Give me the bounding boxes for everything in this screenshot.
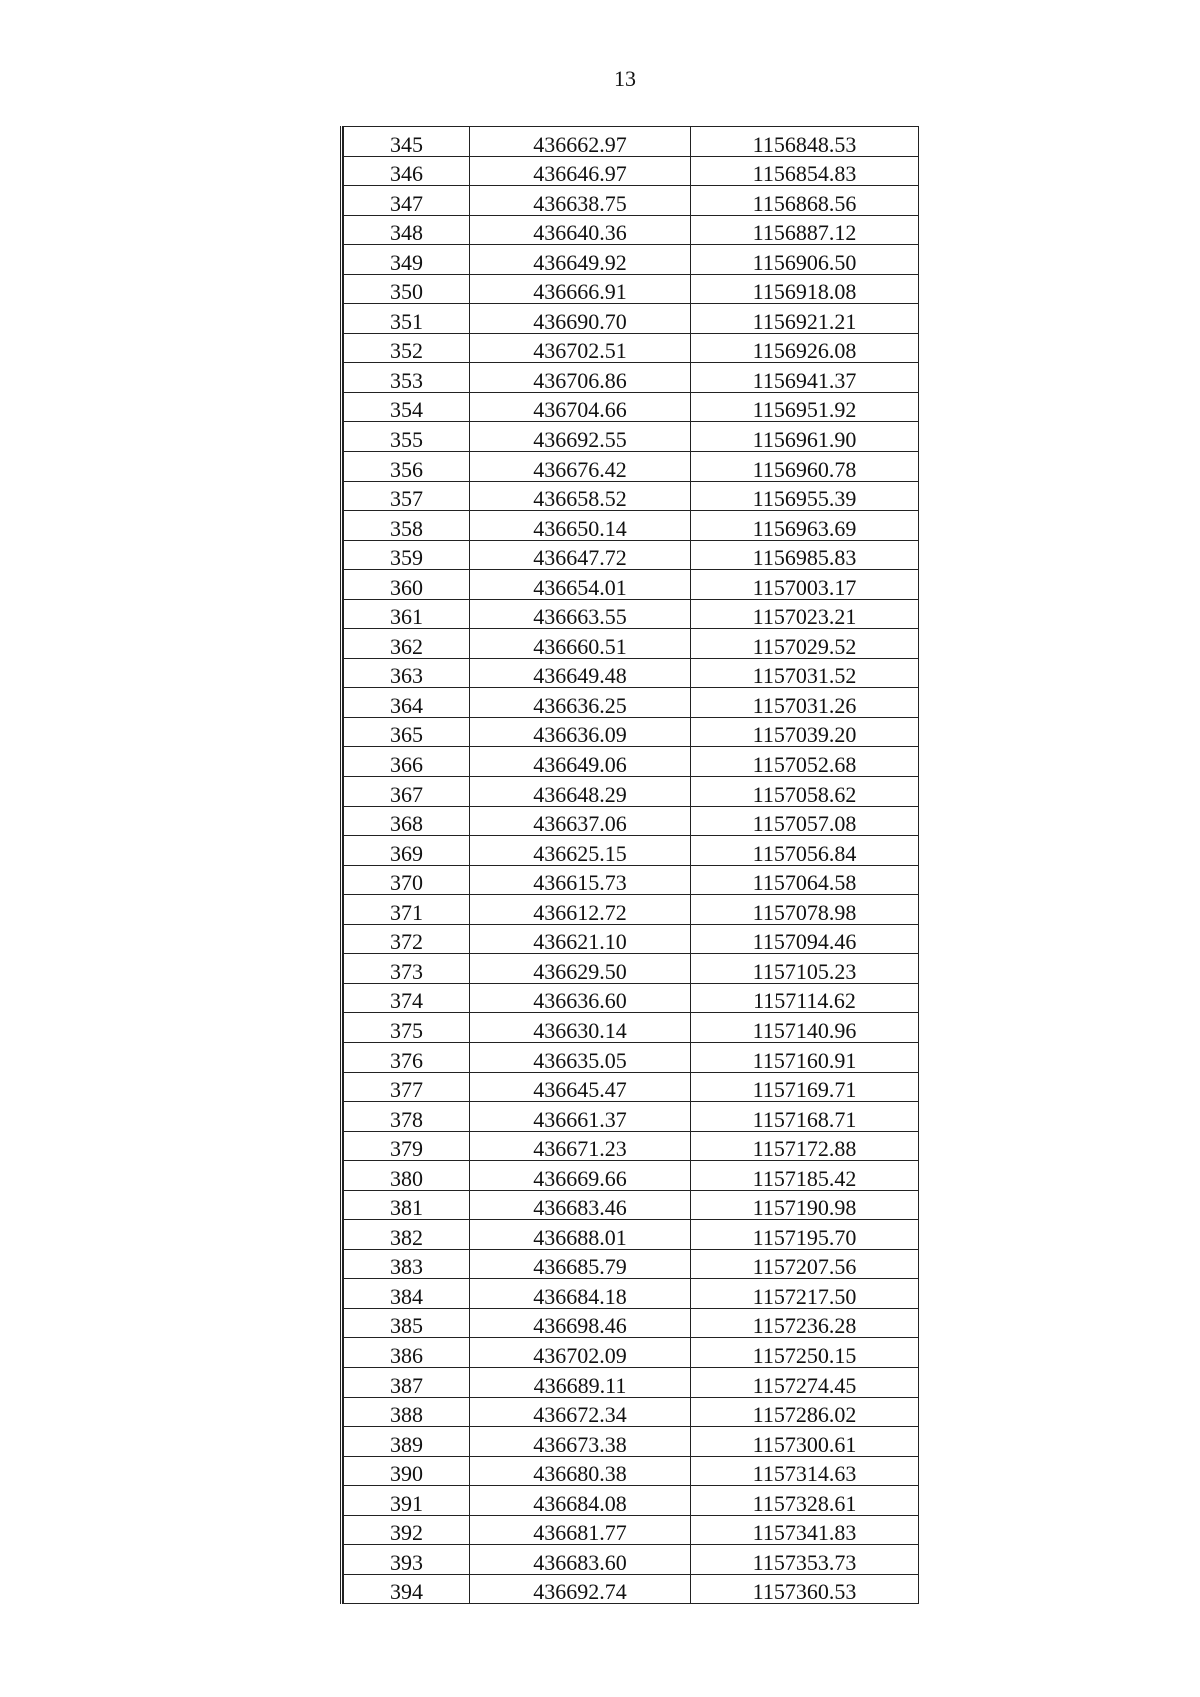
x-coordinate-cell: 436683.60 xyxy=(470,1545,691,1575)
point-number-cell: 365 xyxy=(344,717,470,747)
y-coordinate-cell: 1157360.53 xyxy=(691,1574,919,1604)
point-number-cell: 372 xyxy=(344,924,470,954)
y-coordinate-cell: 1156906.50 xyxy=(691,245,919,275)
x-coordinate-cell: 436702.09 xyxy=(470,1338,691,1368)
y-coordinate-cell: 1157003.17 xyxy=(691,570,919,600)
y-coordinate-cell: 1156951.92 xyxy=(691,392,919,422)
point-number-cell: 371 xyxy=(344,895,470,925)
x-coordinate-cell: 436692.55 xyxy=(470,422,691,452)
table-row xyxy=(344,363,919,393)
x-coordinate-cell: 436688.01 xyxy=(470,1220,691,1250)
point-number-cell: 381 xyxy=(344,1190,470,1220)
table-row xyxy=(344,658,919,688)
y-coordinate-cell: 1157236.28 xyxy=(691,1308,919,1338)
table-row xyxy=(344,511,919,541)
y-coordinate-cell: 1157286.02 xyxy=(691,1397,919,1427)
point-number-cell: 352 xyxy=(344,333,470,363)
point-number-cell: 385 xyxy=(344,1308,470,1338)
point-number-cell: 369 xyxy=(344,836,470,866)
x-coordinate-cell: 436648.29 xyxy=(470,777,691,807)
x-coordinate-cell: 436666.91 xyxy=(470,274,691,304)
y-coordinate-cell: 1157207.56 xyxy=(691,1249,919,1279)
point-number-cell: 386 xyxy=(344,1338,470,1368)
table-row xyxy=(344,1013,919,1043)
table-row xyxy=(344,392,919,422)
point-number-cell: 349 xyxy=(344,245,470,275)
table-row xyxy=(344,1397,919,1427)
x-coordinate-cell: 436636.60 xyxy=(470,983,691,1013)
point-number-cell: 387 xyxy=(344,1367,470,1397)
point-number-cell: 359 xyxy=(344,540,470,570)
y-coordinate-cell: 1156918.08 xyxy=(691,274,919,304)
table-row xyxy=(344,156,919,186)
point-number-cell: 355 xyxy=(344,422,470,452)
y-coordinate-cell: 1157190.98 xyxy=(691,1190,919,1220)
point-number-cell: 361 xyxy=(344,599,470,629)
y-coordinate-cell: 1157172.88 xyxy=(691,1131,919,1161)
table-row xyxy=(344,127,919,157)
table-row xyxy=(344,1545,919,1575)
table-row xyxy=(344,1308,919,1338)
point-number-cell: 383 xyxy=(344,1249,470,1279)
point-number-cell: 374 xyxy=(344,983,470,1013)
table-row xyxy=(344,1338,919,1368)
x-coordinate-cell: 436704.66 xyxy=(470,392,691,422)
x-coordinate-cell: 436612.72 xyxy=(470,895,691,925)
x-coordinate-cell: 436646.97 xyxy=(470,156,691,186)
point-number-cell: 368 xyxy=(344,806,470,836)
x-coordinate-cell: 436684.08 xyxy=(470,1486,691,1516)
y-coordinate-cell: 1157094.46 xyxy=(691,924,919,954)
x-coordinate-cell: 436672.34 xyxy=(470,1397,691,1427)
y-coordinate-cell: 1157058.62 xyxy=(691,777,919,807)
table-row xyxy=(344,924,919,954)
table-row xyxy=(344,836,919,866)
x-coordinate-cell: 436683.46 xyxy=(470,1190,691,1220)
x-coordinate-cell: 436636.25 xyxy=(470,688,691,718)
table-row xyxy=(344,629,919,659)
y-coordinate-cell: 1157029.52 xyxy=(691,629,919,659)
y-coordinate-cell: 1157114.62 xyxy=(691,983,919,1013)
table-row xyxy=(344,1515,919,1545)
point-number-cell: 384 xyxy=(344,1279,470,1309)
point-number-cell: 350 xyxy=(344,274,470,304)
x-coordinate-cell: 436649.92 xyxy=(470,245,691,275)
point-number-cell: 378 xyxy=(344,1102,470,1132)
point-number-cell: 377 xyxy=(344,1072,470,1102)
point-number-cell: 348 xyxy=(344,215,470,245)
y-coordinate-cell: 1157064.58 xyxy=(691,865,919,895)
point-number-cell: 356 xyxy=(344,452,470,482)
table-row xyxy=(344,806,919,836)
table-row xyxy=(344,1220,919,1250)
table-row xyxy=(344,1456,919,1486)
x-coordinate-cell: 436625.15 xyxy=(470,836,691,866)
x-coordinate-cell: 436650.14 xyxy=(470,511,691,541)
table-row xyxy=(344,1042,919,1072)
x-coordinate-cell: 436649.06 xyxy=(470,747,691,777)
point-number-cell: 351 xyxy=(344,304,470,334)
y-coordinate-cell: 1156985.83 xyxy=(691,540,919,570)
x-coordinate-cell: 436615.73 xyxy=(470,865,691,895)
coordinates-table xyxy=(343,126,919,1604)
coordinates-table-wrapper xyxy=(340,126,919,1604)
y-coordinate-cell: 1156955.39 xyxy=(691,481,919,511)
table-row xyxy=(344,865,919,895)
table-row xyxy=(344,1161,919,1191)
x-coordinate-cell: 436690.70 xyxy=(470,304,691,334)
table-row xyxy=(344,1190,919,1220)
table-row xyxy=(344,570,919,600)
x-coordinate-cell: 436649.48 xyxy=(470,658,691,688)
x-coordinate-cell: 436635.05 xyxy=(470,1042,691,1072)
x-coordinate-cell: 436658.52 xyxy=(470,481,691,511)
x-coordinate-cell: 436669.66 xyxy=(470,1161,691,1191)
x-coordinate-cell: 436673.38 xyxy=(470,1427,691,1457)
point-number-cell: 389 xyxy=(344,1427,470,1457)
table-row xyxy=(344,983,919,1013)
table-row xyxy=(344,1367,919,1397)
point-number-cell: 360 xyxy=(344,570,470,600)
table-row xyxy=(344,481,919,511)
y-coordinate-cell: 1156921.21 xyxy=(691,304,919,334)
x-coordinate-cell: 436660.51 xyxy=(470,629,691,659)
x-coordinate-cell: 436692.74 xyxy=(470,1574,691,1604)
x-coordinate-cell: 436663.55 xyxy=(470,599,691,629)
y-coordinate-cell: 1157169.71 xyxy=(691,1072,919,1102)
y-coordinate-cell: 1157195.70 xyxy=(691,1220,919,1250)
y-coordinate-cell: 1156848.53 xyxy=(691,127,919,157)
table-row xyxy=(344,186,919,216)
y-coordinate-cell: 1157140.96 xyxy=(691,1013,919,1043)
table-row xyxy=(344,304,919,334)
point-number-cell: 376 xyxy=(344,1042,470,1072)
table-row xyxy=(344,1574,919,1604)
point-number-cell: 379 xyxy=(344,1131,470,1161)
table-row xyxy=(344,599,919,629)
x-coordinate-cell: 436640.36 xyxy=(470,215,691,245)
point-number-cell: 393 xyxy=(344,1545,470,1575)
table-row xyxy=(344,777,919,807)
table-row xyxy=(344,895,919,925)
point-number-cell: 353 xyxy=(344,363,470,393)
x-coordinate-cell: 436662.97 xyxy=(470,127,691,157)
table-row xyxy=(344,452,919,482)
table-row xyxy=(344,954,919,984)
y-coordinate-cell: 1157341.83 xyxy=(691,1515,919,1545)
point-number-cell: 370 xyxy=(344,865,470,895)
y-coordinate-cell: 1157314.63 xyxy=(691,1456,919,1486)
y-coordinate-cell: 1157056.84 xyxy=(691,836,919,866)
table-row xyxy=(344,333,919,363)
y-coordinate-cell: 1157057.08 xyxy=(691,806,919,836)
y-coordinate-cell: 1157105.23 xyxy=(691,954,919,984)
table-row xyxy=(344,274,919,304)
x-coordinate-cell: 436636.09 xyxy=(470,717,691,747)
point-number-cell: 394 xyxy=(344,1574,470,1604)
point-number-cell: 364 xyxy=(344,688,470,718)
point-number-cell: 391 xyxy=(344,1486,470,1516)
y-coordinate-cell: 1157185.42 xyxy=(691,1161,919,1191)
y-coordinate-cell: 1157078.98 xyxy=(691,895,919,925)
table-row xyxy=(344,688,919,718)
table-row xyxy=(344,1131,919,1161)
y-coordinate-cell: 1156926.08 xyxy=(691,333,919,363)
y-coordinate-cell: 1157031.52 xyxy=(691,658,919,688)
point-number-cell: 354 xyxy=(344,392,470,422)
coordinates-table-body xyxy=(344,127,919,1604)
x-coordinate-cell: 436654.01 xyxy=(470,570,691,600)
y-coordinate-cell: 1157031.26 xyxy=(691,688,919,718)
y-coordinate-cell: 1157274.45 xyxy=(691,1367,919,1397)
x-coordinate-cell: 436647.72 xyxy=(470,540,691,570)
y-coordinate-cell: 1156961.90 xyxy=(691,422,919,452)
x-coordinate-cell: 436685.79 xyxy=(470,1249,691,1279)
table-row xyxy=(344,1486,919,1516)
y-coordinate-cell: 1156963.69 xyxy=(691,511,919,541)
table-row xyxy=(344,1249,919,1279)
point-number-cell: 358 xyxy=(344,511,470,541)
y-coordinate-cell: 1157052.68 xyxy=(691,747,919,777)
y-coordinate-cell: 1157328.61 xyxy=(691,1486,919,1516)
x-coordinate-cell: 436684.18 xyxy=(470,1279,691,1309)
page-number: 13 xyxy=(614,66,636,91)
y-coordinate-cell: 1156960.78 xyxy=(691,452,919,482)
x-coordinate-cell: 436630.14 xyxy=(470,1013,691,1043)
point-number-cell: 392 xyxy=(344,1515,470,1545)
point-number-cell: 362 xyxy=(344,629,470,659)
y-coordinate-cell: 1156941.37 xyxy=(691,363,919,393)
point-number-cell: 390 xyxy=(344,1456,470,1486)
point-number-cell: 346 xyxy=(344,156,470,186)
x-coordinate-cell: 436706.86 xyxy=(470,363,691,393)
table-row xyxy=(344,540,919,570)
table-row xyxy=(344,245,919,275)
table-row xyxy=(344,422,919,452)
table-row xyxy=(344,1072,919,1102)
x-coordinate-cell: 436681.77 xyxy=(470,1515,691,1545)
x-coordinate-cell: 436676.42 xyxy=(470,452,691,482)
point-number-cell: 357 xyxy=(344,481,470,511)
y-coordinate-cell: 1157039.20 xyxy=(691,717,919,747)
x-coordinate-cell: 436702.51 xyxy=(470,333,691,363)
x-coordinate-cell: 436680.38 xyxy=(470,1456,691,1486)
table-row xyxy=(344,747,919,777)
x-coordinate-cell: 436661.37 xyxy=(470,1102,691,1132)
x-coordinate-cell: 436689.11 xyxy=(470,1367,691,1397)
point-number-cell: 345 xyxy=(344,127,470,157)
x-coordinate-cell: 436671.23 xyxy=(470,1131,691,1161)
x-coordinate-cell: 436698.46 xyxy=(470,1308,691,1338)
y-coordinate-cell: 1157250.15 xyxy=(691,1338,919,1368)
y-coordinate-cell: 1157300.61 xyxy=(691,1427,919,1457)
point-number-cell: 363 xyxy=(344,658,470,688)
y-coordinate-cell: 1157217.50 xyxy=(691,1279,919,1309)
y-coordinate-cell: 1157353.73 xyxy=(691,1545,919,1575)
y-coordinate-cell: 1157168.71 xyxy=(691,1102,919,1132)
table-row xyxy=(344,1427,919,1457)
x-coordinate-cell: 436645.47 xyxy=(470,1072,691,1102)
y-coordinate-cell: 1157160.91 xyxy=(691,1042,919,1072)
x-coordinate-cell: 436637.06 xyxy=(470,806,691,836)
point-number-cell: 388 xyxy=(344,1397,470,1427)
point-number-cell: 380 xyxy=(344,1161,470,1191)
point-number-cell: 375 xyxy=(344,1013,470,1043)
point-number-cell: 366 xyxy=(344,747,470,777)
table-row xyxy=(344,717,919,747)
table-row xyxy=(344,215,919,245)
y-coordinate-cell: 1156868.56 xyxy=(691,186,919,216)
x-coordinate-cell: 436638.75 xyxy=(470,186,691,216)
point-number-cell: 382 xyxy=(344,1220,470,1250)
point-number-cell: 347 xyxy=(344,186,470,216)
y-coordinate-cell: 1156887.12 xyxy=(691,215,919,245)
point-number-cell: 367 xyxy=(344,777,470,807)
y-coordinate-cell: 1157023.21 xyxy=(691,599,919,629)
table-row xyxy=(344,1102,919,1132)
x-coordinate-cell: 436629.50 xyxy=(470,954,691,984)
point-number-cell: 373 xyxy=(344,954,470,984)
y-coordinate-cell: 1156854.83 xyxy=(691,156,919,186)
table-row xyxy=(344,1279,919,1309)
x-coordinate-cell: 436621.10 xyxy=(470,924,691,954)
